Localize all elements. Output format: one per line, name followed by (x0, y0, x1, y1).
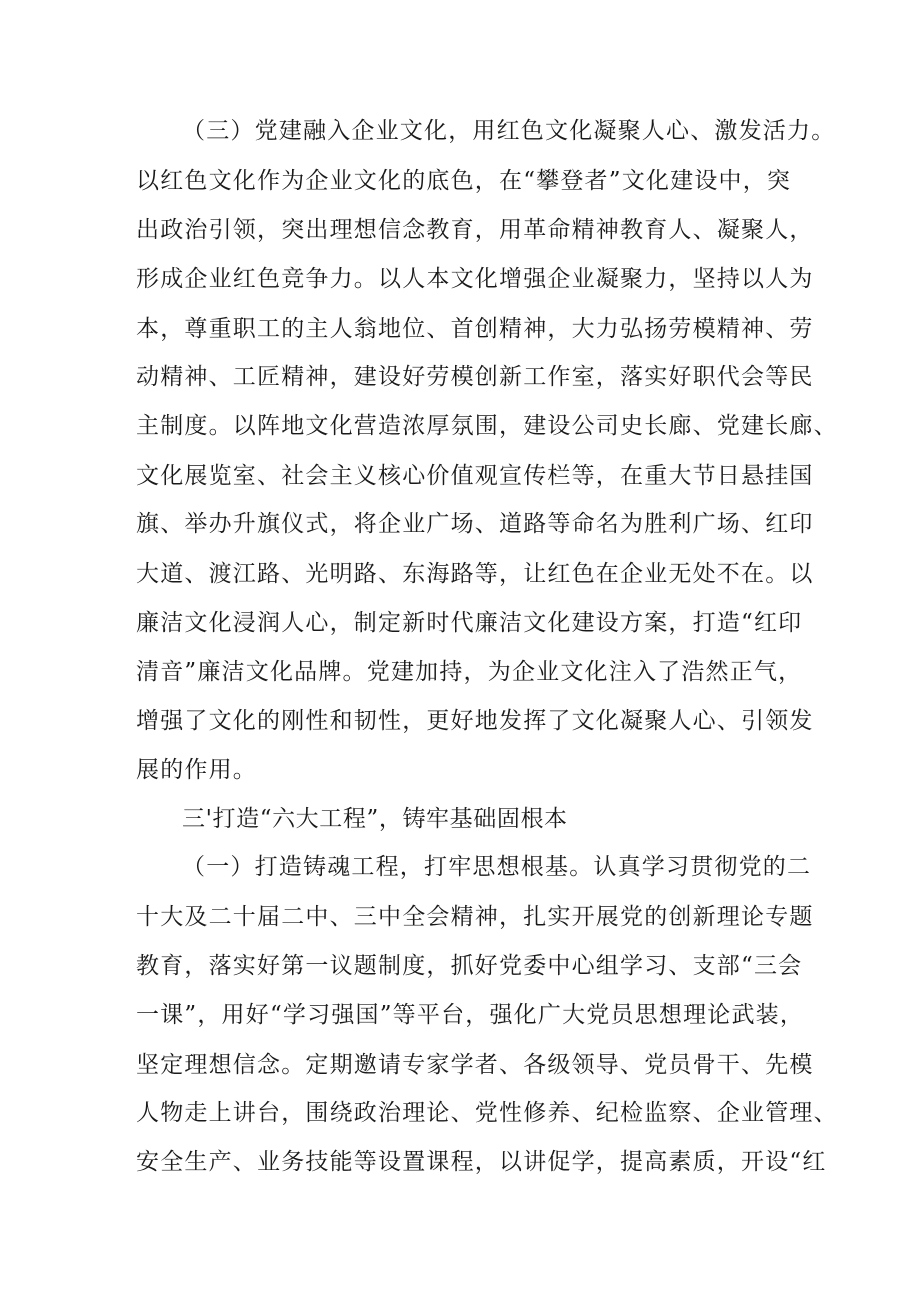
paragraph-1-line-4: 一课”，用好“学习强国”等平台，强化广大党员思想理论武装， (136, 1002, 805, 1028)
paragraph-1-line-7: 安全生产、业务技能等设置课程，以讲促学，提高素质，开设“红 (136, 1149, 827, 1175)
paragraph-3-line-4: 形成企业红色竞争力。以人本文化增强企业凝聚力，坚持以人为 (136, 266, 814, 292)
paragraph-1-line-6: 人物走上讲台，围绕政治理论、党性修养、纪检监察、企业管理、 (136, 1100, 838, 1126)
paragraph-1-line-1: （一）打造铸魂工程，打牢思想根基。认真学习贯彻党的二 (182, 854, 812, 880)
paragraph-3-line-6: 动精神、工匠精神，建设好劳模创新工作室，落实好职代会等民 (136, 364, 814, 390)
paragraph-3-line-1: （三）党建融入企业文化，用红色文化凝聚人心、激发活力。 (182, 118, 836, 144)
paragraph-3-line-14: 展的作用。 (136, 757, 257, 783)
paragraph-3-line-9: 旗、举办升旗仪式，将企业广场、道路等命名为胜利广场、红印 (136, 511, 814, 537)
paragraph-3-line-8: 文化展览室、社会主义核心价值观宣传栏等，在重大节日悬挂国 (136, 463, 814, 489)
paragraph-3-line-2: 以红色文化作为企业文化的底色，在“攀登者”文化建设中，突 (136, 168, 792, 194)
paragraph-3-line-12: 清音”廉洁文化品牌。党建加持，为企业文化注入了浩然正气， (136, 659, 803, 685)
paragraph-3-line-7: 主制度。以阵地文化营造浓厚氛围，建设公司史长廊、党建长廊、 (136, 413, 838, 439)
section-heading: 三'打造“六大工程”，铸牢基础固根本 (182, 806, 568, 832)
paragraph-1-line-3: 教育，落实好第一议题制度，抓好党委中心组学习、支部“三会 (136, 953, 803, 979)
paragraph-3-line-11: 廉洁文化浸润人心，制定新时代廉洁文化建设方案，打造“红印 (136, 610, 803, 636)
paragraph-3-line-3: 出政治引领，突出理想信念教育，用革命精神教育人、凝聚人， (136, 217, 814, 243)
paragraph-1-line-2: 十大及二十届二中、三中全会精神，扎实开展党的创新理论专题 (136, 904, 814, 930)
paragraph-3-line-5: 本，尊重职工的主人翁地位、首创精神，大力弘扬劳模精神、劳 (136, 316, 814, 342)
paragraph-3-line-10: 大道、渡江路、光明路、东海路等，让红色在企业无处不在。以 (136, 561, 814, 587)
paragraph-3-line-13: 增强了文化的刚性和韧性，更好地发挥了文化凝聚人心、引领发 (136, 708, 814, 734)
paragraph-1-line-5: 坚定理想信念。定期邀请专家学者、各级领导、党员骨干、先模 (136, 1052, 814, 1078)
